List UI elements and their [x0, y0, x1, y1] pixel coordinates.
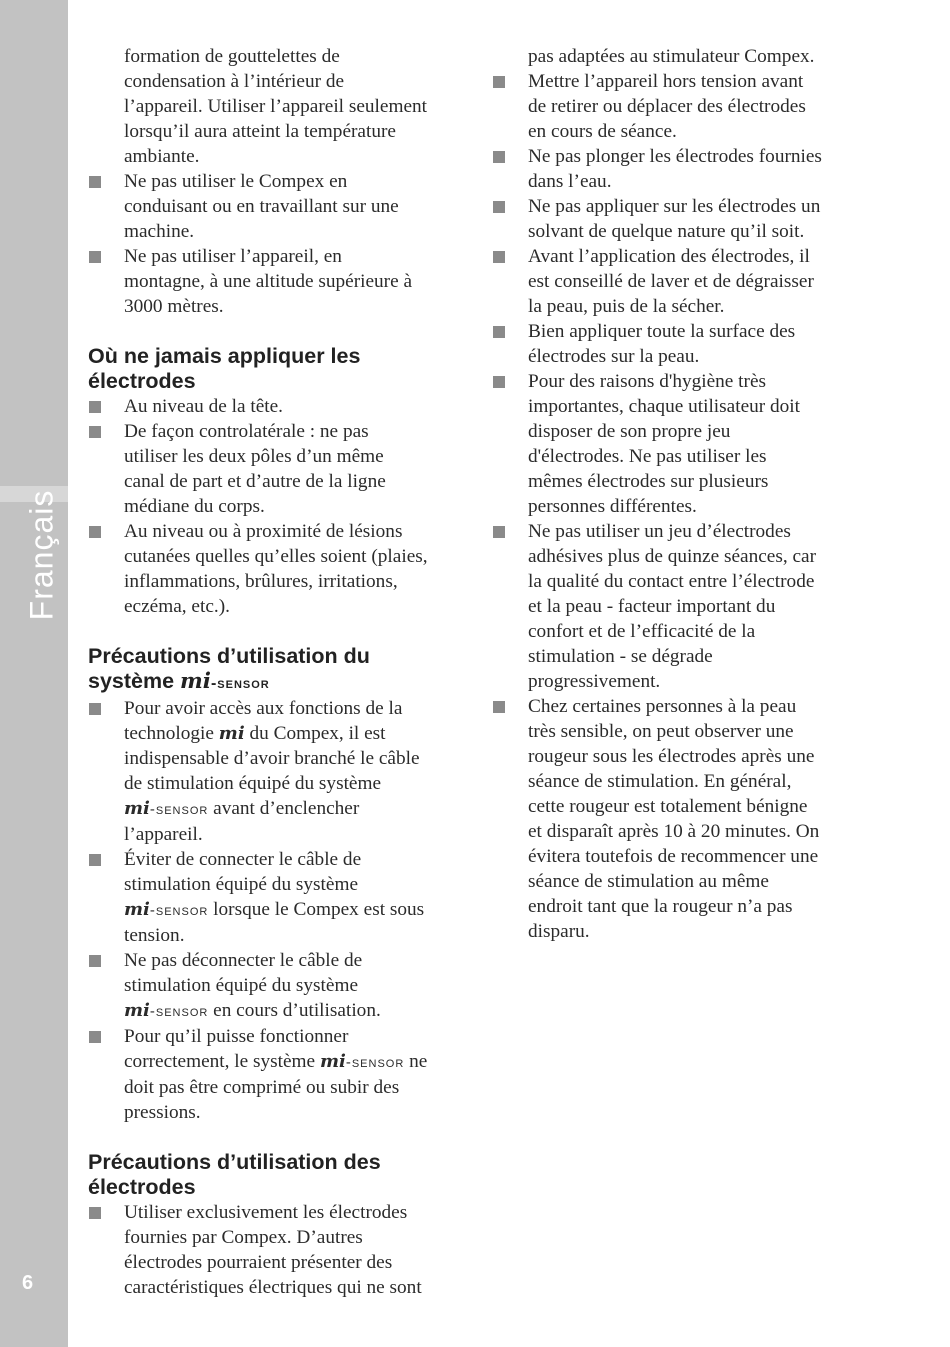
mi-logo-icon: mi [124, 899, 150, 920]
square-bullet-icon [493, 701, 505, 713]
list-item: Utiliser exclusivement les électrodes fournies par Compex. D’autres électrodes pourraient présenter des caractéristiques électriques qui ne sont [86, 1200, 466, 1300]
square-bullet-icon [89, 526, 101, 538]
text-line: condensation à l’intérieur de [124, 71, 345, 92]
language-sidebar [0, 0, 68, 1347]
square-bullet-icon [89, 426, 101, 438]
text-line: ambiante. [124, 146, 200, 167]
list-item: Bien appliquer toute la surface des électrodes sur la peau. [490, 319, 870, 369]
list-item: Mettre l’appareil hors tension avant de retirer ou déplacer des électrodes en cours de séance. [490, 69, 870, 144]
square-bullet-icon [493, 151, 505, 163]
square-bullet-icon [493, 201, 505, 213]
text-line: lorsqu’il aura atteint la température [124, 121, 396, 142]
list-item: Au niveau de la tête. [86, 394, 466, 419]
list-item: Ne pas utiliser l’appareil, en montagne, à une altitude supérieure à 3000 mètres. [86, 244, 466, 319]
sensor-logo: -sensor [210, 675, 270, 692]
square-bullet-icon [493, 326, 505, 338]
bullet-list [86, 696, 466, 1125]
square-bullet-icon [89, 1031, 101, 1043]
text-line: pas adaptées au stimulateur Compex. [528, 46, 815, 67]
mi-logo-icon: mi [218, 723, 245, 744]
intro-continuation [86, 44, 466, 169]
bullet-list [490, 69, 870, 944]
list-item: Ne pas appliquer sur les électrodes un solvant de quelque nature qu’il soit. [490, 194, 870, 244]
square-bullet-icon [493, 526, 505, 538]
mi-logo-icon: mi [124, 798, 150, 819]
language-label: Français [23, 489, 60, 621]
list-item: Pour avoir accès aux fonctions de la technologie mi du Compex, il est indispensable d’avoir branché le câble de stimulation équipé du système mi-sensor avant d’enclencher l’appareil. [86, 696, 466, 847]
right-column [490, 44, 870, 944]
list-item: Pour qu’il puisse fonctionner correctement, le système mi-sensor ne doit pas être comprimé ou subir des pressions. [86, 1024, 466, 1125]
bullet-list [86, 394, 466, 619]
section-heading: Où ne jamais appliquer les électrodes [88, 344, 361, 393]
square-bullet-icon [493, 376, 505, 388]
list-item: Pour des raisons d'hygiène très importantes, chaque utilisateur doit disposer de son propre jeu d'électrodes. Ne pas utiliser les mêmes électrodes sur plusieurs personnes différentes. [490, 369, 870, 519]
square-bullet-icon [493, 76, 505, 88]
list-item: De façon controlatérale : ne pas utiliser les deux pôles d’un même canal de part et d’autre de la ligne médiane du corps. [86, 419, 466, 519]
square-bullet-icon [89, 955, 101, 967]
square-bullet-icon [89, 703, 101, 715]
mi-logo-icon: mi [124, 1000, 150, 1021]
square-bullet-icon [89, 251, 101, 263]
sensor-logo: -sensor [149, 902, 209, 919]
left-column [86, 44, 466, 1300]
list-item: Ne pas utiliser le Compex en conduisant ou en travaillant sur une machine. [86, 169, 466, 244]
square-bullet-icon [89, 854, 101, 866]
list-item: Ne pas utiliser un jeu d’électrodes adhésives plus de quinze séances, car la qualité du contact entre l’électrode et la peau - facteur important du confort et de l’efficacité de la stimulation - se dégrade progressivement. [490, 519, 870, 694]
list-item: Chez certaines personnes à la peau très sensible, on peut observer une rougeur sous les électrodes après une séance de stimulation. En général, cette rougeur est totalement bénigne et disparaît après 10 à 20 minutes. On évitera toutefois de recommencer une séance de stimulation au même endroit tant que la rougeur n’a pas disparu. [490, 694, 870, 944]
mi-logo-icon: mi [319, 1051, 346, 1072]
list-item: Au niveau ou à proximité de lésions cutanées quelles qu’elles soient (plaies, inflammations, brûlures, irritations, eczéma, etc.). [86, 519, 466, 619]
continuation-text [490, 44, 870, 69]
sensor-logo: -sensor [345, 1054, 405, 1071]
text-line: formation de gouttelettes de [124, 46, 340, 67]
list-item: Ne pas déconnecter le câble de stimulation équipé du système mi-sensor en cours d’utilisation. [86, 948, 466, 1024]
square-bullet-icon [89, 1207, 101, 1219]
sensor-logo: -sensor [149, 1003, 209, 1020]
list-item: Avant l’application des électrodes, il est conseillé de laver et de dégraisser la peau, puis de la sécher. [490, 244, 870, 319]
list-item: Ne pas plonger les électrodes fournies dans l’eau. [490, 144, 870, 194]
page-number: 6 [22, 1272, 34, 1294]
section-heading: Précautions d’utilisation des électrodes [88, 1150, 381, 1199]
square-bullet-icon [89, 401, 101, 413]
text-line: l’appareil. Utiliser l’appareil seulement [124, 96, 428, 117]
section-heading: Précautions d’utilisation du système mi-sensor [88, 644, 370, 694]
square-bullet-icon [89, 176, 101, 188]
mi-logo-icon: mi [180, 669, 211, 694]
sensor-logo: -sensor [149, 801, 209, 818]
intro-bullet-list [86, 169, 466, 319]
square-bullet-icon [493, 251, 505, 263]
bullet-list [86, 1200, 466, 1300]
list-item: Éviter de connecter le câble de stimulation équipé du système mi-sensor lorsque le Compex est sous tension. [86, 847, 466, 948]
